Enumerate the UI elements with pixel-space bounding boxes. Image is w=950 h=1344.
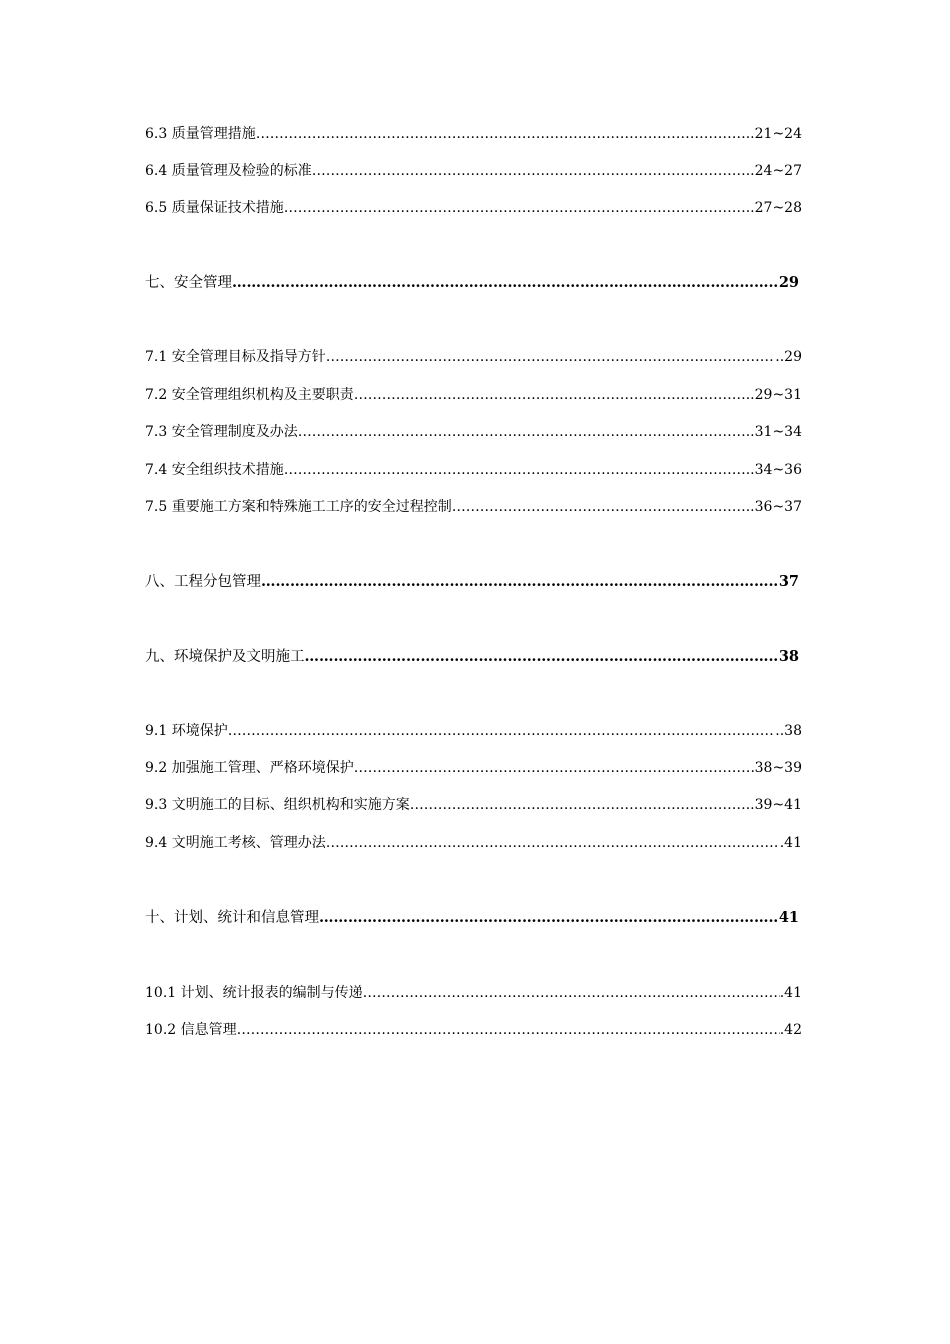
dot-leader	[228, 721, 776, 741]
dot-leader	[256, 124, 746, 144]
toc-entry-7-2[interactable]	[145, 385, 802, 405]
toc-entry-page: ..27~28	[745, 200, 802, 216]
toc-chapter-label: 九、环境保护及文明施工	[145, 649, 305, 665]
toc-entry-page: 38~39	[754, 760, 802, 776]
toc-entry-label: 7.3 安全管理制度及办法	[145, 424, 298, 440]
toc-entry-page: .41	[779, 835, 802, 851]
toc-entry-page: ..29~31	[745, 387, 802, 403]
toc-chapter-10[interactable]	[145, 908, 799, 928]
toc-entry-6-5[interactable]	[145, 198, 802, 218]
toc-entry-6-3[interactable]	[145, 124, 802, 144]
toc-entry-9-1[interactable]	[145, 721, 802, 741]
toc-entry-page: ..31~34	[745, 424, 802, 440]
toc-chapter-page: 29	[778, 274, 799, 291]
toc-chapter-label: 八、工程分包管理	[145, 574, 261, 590]
toc-chapter-9[interactable]	[145, 647, 799, 667]
dot-leader	[284, 460, 746, 480]
toc-entry-label: 9.1 环境保护	[145, 723, 228, 739]
toc-entry-label: 10.1 计划、统计报表的编制与传递	[145, 985, 363, 1001]
dot-leader	[326, 347, 776, 367]
toc-entry-page: ..24~27	[745, 163, 802, 179]
toc-entry-6-4[interactable]	[145, 161, 802, 181]
toc-entry-label: 7.1 安全管理目标及指导方针	[145, 349, 326, 365]
toc-entry-page: ..29	[775, 349, 802, 365]
toc-entry-label: 7.5 重要施工方案和特殊施工工序的安全过程控制	[145, 499, 452, 515]
toc-chapter-page: 38	[778, 648, 799, 665]
toc-chapter-page: 37	[778, 573, 799, 590]
toc-entry-label: 6.5 质量保证技术措施	[145, 200, 284, 216]
toc-entry-label: 6.4 质量管理及检验的标准	[145, 163, 312, 179]
toc-entry-label: 9.2 加强施工管理、严格环境保护	[145, 760, 354, 776]
toc-entry-7-1[interactable]	[145, 347, 802, 367]
toc-chapter-8[interactable]	[145, 572, 799, 592]
toc-entry-page: ..21~24	[745, 126, 802, 142]
dot-leader	[354, 385, 746, 405]
dot-leader	[354, 758, 755, 778]
dot-leader	[284, 198, 746, 218]
toc-chapter-7[interactable]	[145, 273, 799, 293]
toc-chapter-label: 十、计划、统计和信息管理	[145, 910, 319, 926]
toc-entry-page: ..39~41	[745, 797, 802, 813]
dot-leader	[237, 1020, 780, 1040]
toc-entry-page: ..38	[775, 723, 802, 739]
dot-leader	[363, 983, 780, 1003]
dot-leader	[305, 647, 779, 667]
toc-entry-label: 7.2 安全管理组织机构及主要职责	[145, 387, 354, 403]
dot-leader	[261, 572, 779, 592]
toc-entry-7-3[interactable]	[145, 422, 802, 442]
toc-entry-9-3[interactable]	[145, 795, 802, 815]
toc-entry-9-4[interactable]	[145, 833, 802, 853]
toc-entry-label: 10.2 信息管理	[145, 1022, 237, 1038]
toc-entry-label: 9.4 文明施工考核、管理办法	[145, 835, 326, 851]
toc-entry-7-4[interactable]	[145, 460, 802, 480]
toc-entry-10-2[interactable]	[145, 1020, 802, 1040]
toc-entry-page: ..34~36	[745, 462, 802, 478]
toc-entry-10-1[interactable]	[145, 983, 802, 1003]
dot-leader	[326, 833, 780, 853]
dot-leader	[312, 161, 746, 181]
toc-entry-page: .41	[779, 985, 802, 1001]
toc-entry-9-2[interactable]	[145, 758, 802, 778]
dot-leader	[319, 908, 779, 928]
toc-entry-page: .42	[779, 1022, 802, 1038]
toc-entry-page: ..36~37	[745, 499, 802, 515]
toc-entry-label: 9.3 文明施工的目标、组织机构和实施方案	[145, 797, 410, 813]
dot-leader	[232, 273, 779, 293]
toc-chapter-label: 七、安全管理	[145, 275, 232, 291]
dot-leader	[452, 497, 746, 517]
toc-entry-label: 7.4 安全组织技术措施	[145, 462, 284, 478]
toc-entry-label: 6.3 质量管理措施	[145, 126, 256, 142]
toc-chapter-page: 41	[778, 909, 799, 926]
dot-leader	[298, 422, 746, 442]
toc-entry-7-5[interactable]	[145, 497, 802, 517]
dot-leader	[410, 795, 746, 815]
